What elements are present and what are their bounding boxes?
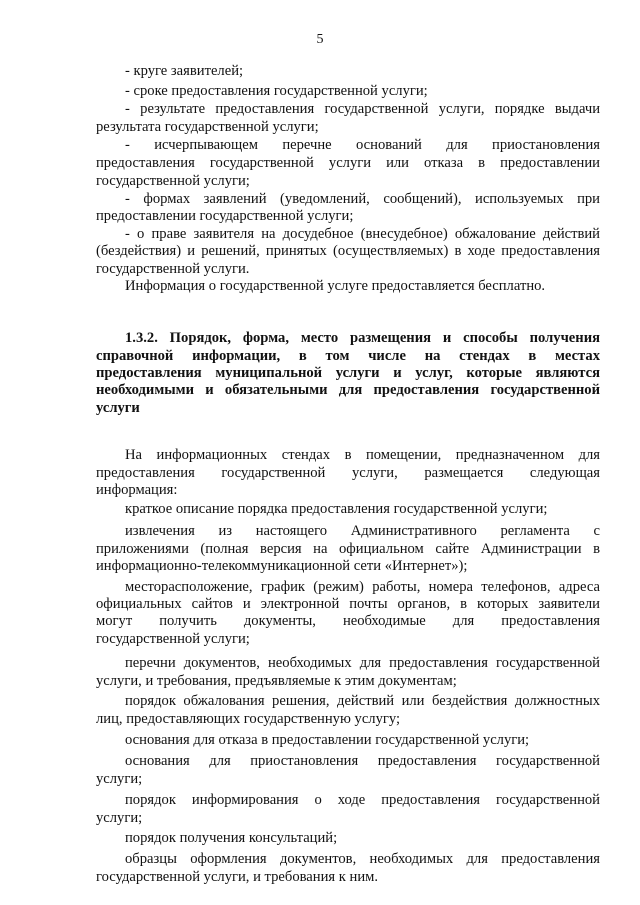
text-line: предоставления государственной услуги, размещается следующая	[96, 465, 600, 481]
text-line: образцы оформления документов, необходимых для предоставления	[125, 851, 600, 867]
text-line: лиц, предоставляющих государственную услугу;	[96, 711, 401, 727]
text-line: порядок получения консультаций;	[125, 830, 338, 846]
text-line: краткое описание порядка предоставления государственной услуги;	[125, 501, 548, 517]
section-heading-line: услуги	[96, 400, 140, 416]
text-line: порядок информирования о ходе предоставления государственной	[125, 792, 600, 808]
text-line: могут получить документы, необходимые для предоставления	[96, 613, 600, 629]
text-line: (бездействия) и решений, принятых (осуществляемых) в ходе предоставления	[96, 243, 600, 259]
text-line: информационно-телекоммуникационной сети «Интернет»);	[96, 558, 468, 574]
text-line: информация:	[96, 482, 178, 498]
text-line: официальных сайтов и электронной почты органов, в которых заявители	[96, 596, 600, 612]
text-line: государственной услуги;	[96, 173, 250, 189]
page-number: 5	[316, 32, 324, 47]
text-line: - исчерпывающем перечне оснований для приостановления	[125, 137, 600, 153]
text-line: Информация о государственной услуге предоставляется бесплатно.	[125, 278, 546, 294]
text-line: - сроке предоставления государственной услуги;	[125, 83, 428, 99]
text-line: месторасположение, график (режим) работы, номера телефонов, адреса	[125, 579, 600, 595]
text-line: - результате предоставления государственной услуги, порядке выдачи	[125, 101, 600, 117]
text-line: предоставлении государственной услуги;	[96, 208, 354, 224]
text-line: государственной услуги;	[96, 631, 250, 647]
text-line: основания для приостановления предоставления государственной	[125, 753, 600, 769]
text-line: государственной услуги.	[96, 261, 250, 277]
section-heading-line: необходимыми и обязательными для предоставления государственной	[96, 382, 600, 398]
text-line: основания для отказа в предоставлении государственной услуги;	[125, 732, 530, 748]
text-line: - формах заявлений (уведомлений, сообщений), используемых при	[125, 191, 600, 207]
text-line: результата государственной услуги;	[96, 119, 319, 135]
text-line: услуги;	[96, 810, 143, 826]
text-line: порядок обжалования решения, действий или бездействия должностных	[125, 693, 600, 709]
text-line: извлечения из настоящего Административного регламента с	[125, 523, 600, 539]
section-heading-line: справочной информации, в том числе на стендах в местах	[96, 348, 600, 364]
section-heading-line: предоставления муниципальной услуги и услуг, которые являются	[96, 365, 600, 381]
text-line: - о праве заявителя на досудебное (внесудебное) обжалование действий	[125, 226, 600, 242]
text-line: государственной услуги, и требования к ним.	[96, 869, 379, 885]
text-line: перечни документов, необходимых для предоставления государственной	[125, 655, 600, 671]
section-heading-line: 1.3.2. Порядок, форма, место размещения и способы получения	[125, 330, 600, 346]
text-line: На информационных стендах в помещении, предназначенном для	[125, 447, 600, 463]
text-line: приложениями (полная версия на официальном сайте Администрации в	[96, 541, 600, 557]
text-line: предоставления государственной услуги или отказа в предоставлении	[96, 155, 600, 171]
text-line: услуги;	[96, 771, 143, 787]
text-line: услуги, и требования, предъявляемые к этим документам;	[96, 673, 457, 689]
text-line: - круге заявителей;	[125, 63, 244, 79]
